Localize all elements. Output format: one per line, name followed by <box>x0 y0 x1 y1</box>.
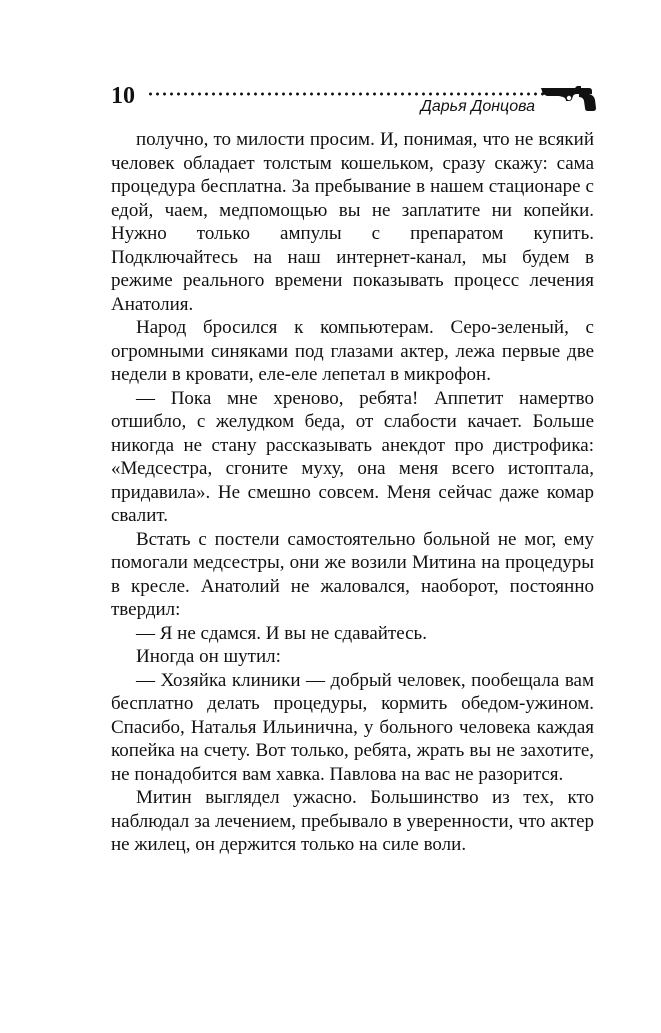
paragraph: Иногда он шутил: <box>136 646 281 667</box>
paragraph: Встать с постели самостоятельно больной не мог, ему помогали медсестры, они же возили Митина на процедуры в кресле. Анатолий не жаловался, наоборот, постоянно твердил: <box>111 528 594 620</box>
page-header <box>111 84 597 124</box>
paragraph: получно, то милости просим. И, понимая, что не всякий человек обладает толстым кошельком, сразу скажу: сама процедура бесплатна. За пребывание в нашем стационаре с едой, чаем, медпомощью вы не заплатите ни копейки. Нужно только ампулы с препаратом купить. Подключайтесь на наш интернет-канал, мы будем в режиме реального времени показывать процесс лечения Анатолия. <box>111 129 594 315</box>
dotted-rule <box>147 91 547 97</box>
paragraph: Митин выглядел ужасно. Большинство из тех, кто наблюдал за лечением, пребывало в уверенности, что актер не жилец, он держится только на силе воли. <box>111 787 594 855</box>
revolver-icon <box>539 82 597 112</box>
paragraph: Народ бросился к компьютерам. Серо-зеленый, с огромными синяками под глазами актер, лежа первые две недели в кровати, еле-еле лепетал в микрофон. <box>111 317 594 385</box>
page-number: 10 <box>111 83 135 109</box>
running-author: Дарья Донцова <box>420 98 535 115</box>
paragraph: — Хозяйка клиники — добрый человек, пообещала вам бесплатно делать процедуры, кормить обедом-ужином. Спасибо, Наталья Ильинична, у больного человека каждая копейка на счету. Вот только, ребята, жрать вы не захотите, не понадобится вам хавка. Павлова на вас не разорится. <box>111 669 594 785</box>
body-text <box>111 128 594 857</box>
paragraph: — Пока мне хреново, ребята! Аппетит намертво отшибло, с желудком беда, от слабости качает. Больше никогда не стану рассказывать анекдот про дистрофика: «Медсестра, сгоните муху, она меня всего истоптала, придавила». Не смешно совсем. Меня сейчас даже комар свалит. <box>111 387 594 526</box>
paragraph: — Я не сдамся. И вы не сдавайтесь. <box>136 622 427 644</box>
